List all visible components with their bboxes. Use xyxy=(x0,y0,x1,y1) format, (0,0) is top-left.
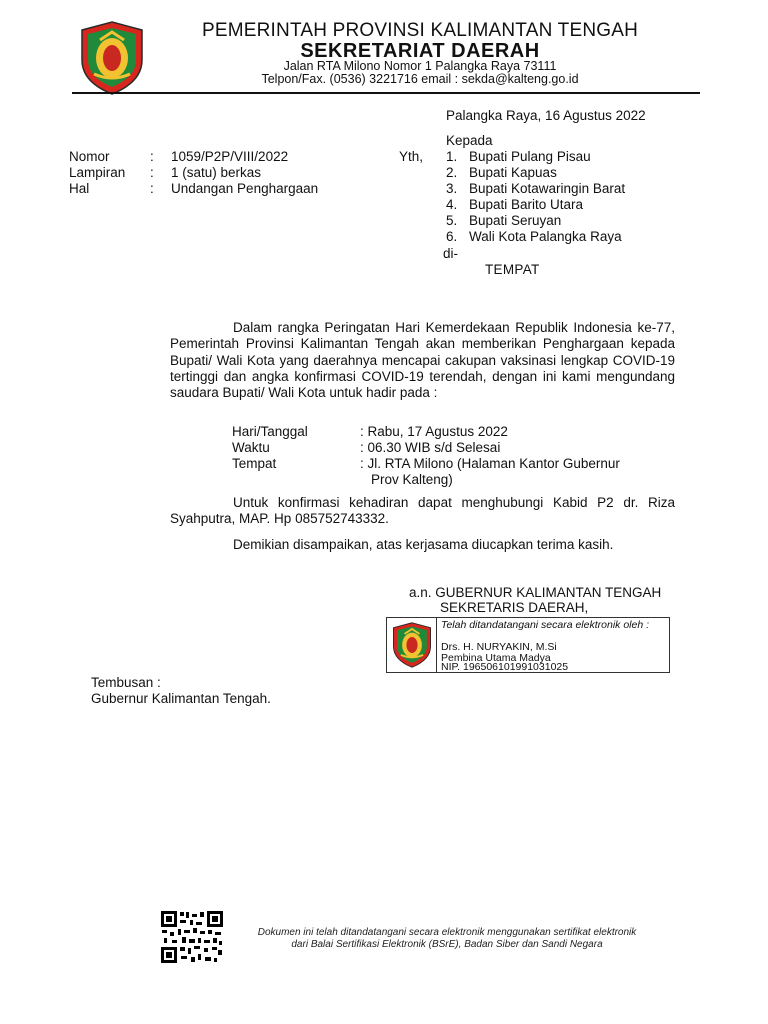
recipient-tempat: TEMPAT xyxy=(485,262,540,277)
signatory-nip: NIP. 196506101991031025 xyxy=(441,661,569,673)
letterhead-divider xyxy=(72,92,700,94)
detail-label: Tempat xyxy=(232,456,277,471)
detail-value: : 06.30 WIB s/d Selesai xyxy=(360,440,501,455)
detail-label: Waktu xyxy=(232,440,270,455)
recipient-name: Bupati Kapuas xyxy=(469,165,557,180)
letter-date: Palangka Raya, 16 Agustus 2022 xyxy=(446,108,646,123)
kalteng-coat-of-arms-icon xyxy=(391,621,433,669)
signature-box-header: Telah ditandatangani secara elektronik oleh : xyxy=(441,619,650,631)
footer-disclaimer-line1: Dokumen ini telah ditandatangani secara elektronik menggunakan sertifikat elektronik xyxy=(257,927,637,938)
signatory-name: Drs. H. NURYAKIN, M.Si xyxy=(441,641,557,653)
recipient-name: Bupati Kotawaringin Barat xyxy=(469,181,626,196)
meta-separator: : xyxy=(150,165,154,180)
letterhead-contact: Telpon/Fax. (0536) 3221716 email : sekda@kalteng.go.id xyxy=(261,72,579,86)
letterhead-address: Jalan RTA Milono Nomor 1 Palangka Raya 73111 xyxy=(283,59,557,73)
meta-value: Undangan Penghargaan xyxy=(171,181,319,196)
meta-label: Lampiran xyxy=(69,165,126,180)
recipient-name: Bupati Pulang Pisau xyxy=(469,149,591,164)
meta-separator: : xyxy=(150,181,154,196)
letterhead-government: PEMERINTAH PROVINSI KALIMANTAN TENGAH xyxy=(201,20,639,41)
meta-label: Hal xyxy=(69,181,90,196)
body-paragraph-intro: Dalam rangka Peringatan Hari Kemerdekaan Republik Indonesia ke-77, Pemerintah Provinsi Kalimantan Tengah akan memberikan Penghargaan kepada Bupati/ Wali Kota yang daerahnya mencapai cakupan vaksinasi lengkap COVID-19 tertinggi dan angka konfirmasi COVID-19 terendah, dengan ini kami mengundang saudara Bupati/ Wali Kota untuk hadir pada : xyxy=(170,320,675,401)
detail-value-continued: Prov Kalteng) xyxy=(371,472,453,487)
recipient-name: Bupati Seruyan xyxy=(469,213,562,228)
signature-box-divider xyxy=(436,618,437,672)
recipient-number: 6. xyxy=(446,229,458,244)
signature-on-behalf: a.n. GUBERNUR KALIMANTAN TENGAH xyxy=(409,585,662,600)
recipient-number: 2. xyxy=(446,165,458,180)
recipient-name: Bupati Barito Utara xyxy=(469,197,584,212)
recipient-number: 4. xyxy=(446,197,458,212)
signatory-rank: Pembina Utama Madya xyxy=(441,652,551,664)
recipient-name: Wali Kota Palangka Raya xyxy=(469,229,622,244)
recipient-kepada: Kepada xyxy=(446,133,493,148)
tembusan-label: Tembusan : xyxy=(91,675,161,690)
meta-label: Nomor xyxy=(69,149,110,164)
footer-disclaimer-line2: dari Balai Sertifikasi Elektronik (BSrE), Badan Siber dan Sandi Negara xyxy=(291,939,603,950)
recipient-di: di- xyxy=(443,246,459,261)
detail-value: : Rabu, 17 Agustus 2022 xyxy=(360,424,508,439)
detail-value: : Jl. RTA Milono (Halaman Kantor Gubernur xyxy=(360,456,620,471)
letterhead-office: SEKRETARIAT DAERAH xyxy=(300,40,540,62)
electronic-signature-box xyxy=(386,617,670,673)
meta-value: 1059/P2P/VIII/2022 xyxy=(171,149,289,164)
meta-value: 1 (satu) berkas xyxy=(171,165,262,180)
detail-label: Hari/Tanggal xyxy=(232,424,308,439)
recipient-yth: Yth, xyxy=(399,149,424,164)
recipient-number: 3. xyxy=(446,181,458,196)
recipient-number: 5. xyxy=(446,213,458,228)
recipient-number: 1. xyxy=(446,149,458,164)
meta-separator: : xyxy=(150,149,154,164)
signature-title: SEKRETARIS DAERAH, xyxy=(440,600,589,615)
body-paragraph-closing: Demikian disampaikan, atas kerjasama diucapkan terima kasih. xyxy=(233,537,614,552)
tembusan-item: Gubernur Kalimantan Tengah. xyxy=(91,691,271,706)
kalteng-coat-of-arms-icon xyxy=(78,20,146,96)
qr-code-icon xyxy=(160,910,224,964)
body-paragraph-confirmation: Untuk konfirmasi kehadiran dapat menghubungi Kabid P2 dr. Riza Syahputra, MAP. Hp 085752743332. xyxy=(170,495,675,527)
